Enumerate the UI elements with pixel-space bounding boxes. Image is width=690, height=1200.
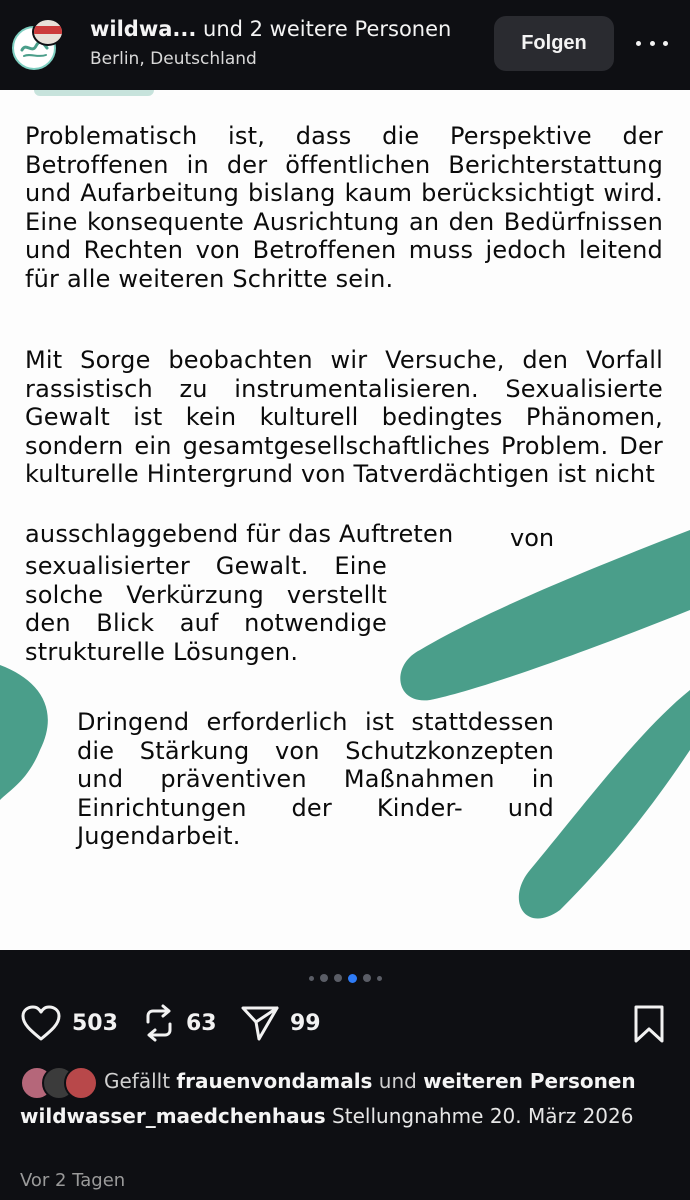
carousel-dot	[363, 974, 371, 982]
like-count: 503	[72, 1010, 118, 1036]
heart-icon[interactable]	[20, 1004, 62, 1042]
liked-by-others[interactable]: weiteren Personen	[423, 1069, 636, 1093]
share-action[interactable]	[240, 1004, 321, 1042]
liked-by-avatars[interactable]	[20, 1066, 100, 1098]
header-username[interactable]: wildwa...	[90, 17, 197, 41]
carousel-dot	[309, 976, 314, 981]
header-location[interactable]: Berlin, Deutschland	[90, 49, 257, 69]
post-paragraph-1: Problematisch ist, dass die Perspektive der Betroffenen in der öffentlichen Berichterstattung und Aufarbeitung bislang kaum berücksichtigt wird. Eine konsequente Ausrichtung an den Bedürfnissen und Rechten von Betroffenen muss jedoch leitend für alle weiteren Schritte sein.	[25, 122, 663, 293]
caption-text: Stellungnahme 20. März 2026	[325, 1104, 634, 1128]
post-image[interactable]	[0, 90, 690, 950]
repost-count: 63	[186, 1010, 217, 1036]
header-collaborators[interactable]: und 2 weitere Personen	[196, 17, 452, 41]
send-icon[interactable]	[240, 1004, 280, 1042]
liker-avatar	[64, 1066, 98, 1100]
more-options-icon[interactable]	[636, 30, 668, 56]
share-count: 99	[290, 1010, 321, 1036]
follow-button[interactable]: Folgen	[494, 16, 614, 71]
caption-username[interactable]: wildwasser_maedchenhaus	[20, 1104, 326, 1128]
carousel-indicator	[0, 968, 690, 988]
post-paragraph-3: sexualisierter Gewalt. Eine solche Verkürzung verstellt den Blick auf notwendige strukturelle Lösungen.	[25, 552, 387, 666]
liked-by-row[interactable]	[20, 1066, 680, 1100]
like-action[interactable]	[20, 1004, 118, 1042]
carousel-dot	[334, 974, 342, 982]
post-paragraph-2-line: ausschlaggebend für das Auftreten	[25, 520, 454, 548]
post-paragraph-2: Mit Sorge beobachten wir Versuche, den Vorfall rassistisch zu instrumentalisieren. Sexualisierte Gewalt ist kein kulturell bedingtes Phänomen, sondern ein gesamtgesellschaftliches Problem. Der kulturelle Hintergrund von Tatverdächtigen ist nicht	[25, 346, 663, 489]
carousel-dot-active	[348, 974, 357, 983]
liked-by-text	[104, 1069, 636, 1093]
post-timestamp: Vor 2 Tagen	[20, 1170, 126, 1191]
profile-avatar[interactable]	[8, 18, 60, 70]
liked-by-prefix: Gefällt	[104, 1069, 177, 1093]
liked-by-user[interactable]: frauenvondamals	[176, 1069, 373, 1093]
decorative-top-curve	[34, 90, 154, 96]
carousel-dot	[377, 976, 382, 981]
liked-by-middle: und	[372, 1069, 424, 1093]
post-header	[0, 0, 690, 90]
bookmark-icon[interactable]	[632, 1004, 666, 1048]
post-paragraph-2-von: von	[510, 524, 555, 552]
post-caption	[20, 1102, 670, 1130]
repost-icon[interactable]	[142, 1004, 176, 1042]
action-bar	[0, 1000, 690, 1050]
repost-action[interactable]	[142, 1004, 217, 1042]
carousel-dot	[320, 974, 328, 982]
header-title[interactable]	[90, 17, 451, 41]
post-paragraph-4: Dringend erforderlich ist stattdessen die Stärkung von Schutzkonzepten und präventiven Maßnahmen in Einrichtungen der Kinder- und Jugendarbeit.	[77, 708, 554, 851]
collab-avatar-sticker	[32, 18, 64, 46]
